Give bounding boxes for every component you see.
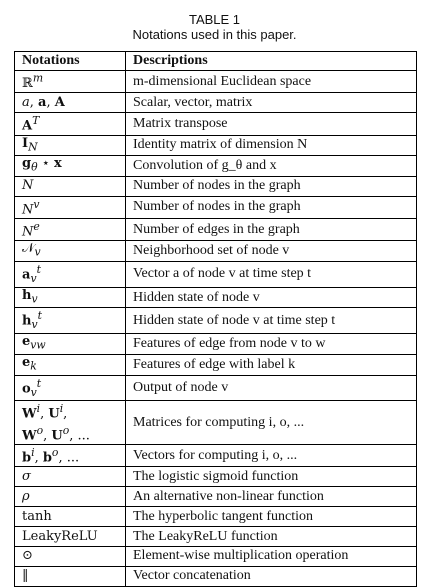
header-row bbox=[15, 52, 417, 71]
table-row bbox=[15, 354, 417, 375]
table-row bbox=[15, 113, 417, 135]
table-row bbox=[15, 135, 417, 156]
notation-cell: $b^i$, $b^o$, ... bbox=[15, 445, 126, 467]
notation-cell: $o_v^t$ bbox=[15, 375, 126, 401]
table-row bbox=[15, 241, 417, 262]
description-cell: Features of edge with label k bbox=[126, 354, 417, 375]
table-row bbox=[15, 218, 417, 240]
description-cell: The hyperbolic tangent function bbox=[126, 507, 417, 527]
notation-cell: $h_v$ bbox=[15, 287, 126, 308]
description-cell: The logistic sigmoid function bbox=[126, 467, 417, 487]
notation-cell: $h_v^t$ bbox=[15, 308, 126, 334]
description-cell: Neighborhood set of node v bbox=[126, 241, 417, 262]
description-cell: Convolution of g_θ and x bbox=[126, 156, 417, 177]
notation-cell: $a_v^t$ bbox=[15, 261, 126, 287]
description-cell: Number of nodes in the graph bbox=[126, 196, 417, 218]
table-row bbox=[15, 176, 417, 196]
table-row bbox=[15, 401, 417, 445]
table-row bbox=[15, 375, 417, 401]
description-cell: Vectors for computing i, o, ... bbox=[126, 445, 417, 467]
description-cell: Matrices for computing i, o, ... bbox=[126, 401, 417, 445]
table-row bbox=[15, 261, 417, 287]
notation-cell: $e_k$ bbox=[15, 354, 126, 375]
notation-cell: σ bbox=[15, 467, 126, 487]
table-row bbox=[15, 156, 417, 177]
table-row bbox=[15, 308, 417, 334]
description-cell: An alternative non-linear function bbox=[126, 487, 417, 507]
description-cell: Features of edge from node v to w bbox=[126, 334, 417, 355]
table-row bbox=[15, 566, 417, 586]
descriptions-header: Descriptions bbox=[126, 52, 417, 71]
notation-cell: $g_\theta$ ⋆ x bbox=[15, 156, 126, 177]
notation-cell: LeakyReLU bbox=[15, 527, 126, 547]
notation-cell: ρ bbox=[15, 487, 126, 507]
table-row bbox=[15, 527, 417, 547]
table-row bbox=[15, 93, 417, 113]
description-cell: Vector concatenation bbox=[126, 566, 417, 586]
description-cell: Number of nodes in the graph bbox=[126, 176, 417, 196]
table-caption: Notations used in this paper. bbox=[132, 27, 297, 42]
notation-cell: $I_N$ bbox=[15, 135, 126, 156]
table-row bbox=[15, 487, 417, 507]
notations-table bbox=[14, 51, 417, 587]
table-row bbox=[15, 467, 417, 487]
notation-cell: a, a, A bbox=[15, 93, 126, 113]
notation-symbol: ℝ$^m$ bbox=[22, 72, 44, 92]
description-cell: m-dimensional Euclidean space bbox=[126, 71, 417, 93]
table-row bbox=[15, 287, 417, 308]
description-cell: Hidden state of node v at time step t bbox=[126, 308, 417, 334]
table-row bbox=[15, 71, 417, 93]
notation-cell: 𝒩$_v$ bbox=[15, 241, 126, 262]
notation-cell: $N^v$ bbox=[15, 196, 126, 218]
notation-cell bbox=[15, 71, 126, 93]
notation-cell: ⊙ bbox=[15, 546, 126, 566]
description-cell: Vector a of node v at time step t bbox=[126, 261, 417, 287]
notation-cell: $N^e$ bbox=[15, 218, 126, 240]
notation-cell: tanh bbox=[15, 507, 126, 527]
description-cell: Output of node v bbox=[126, 375, 417, 401]
table-row bbox=[15, 334, 417, 355]
table-row bbox=[15, 196, 417, 218]
description-cell: Number of edges in the graph bbox=[126, 218, 417, 240]
notation-cell: ‖ bbox=[15, 566, 126, 586]
description-cell: Element-wise multiplication operation bbox=[126, 546, 417, 566]
notation-cell: N bbox=[15, 176, 126, 196]
table-row bbox=[15, 445, 417, 467]
table-row bbox=[15, 507, 417, 527]
description-cell: The LeakyReLU function bbox=[126, 527, 417, 547]
table-label: TABLE 1 bbox=[188, 12, 241, 27]
notation-cell: $A^T$ bbox=[15, 113, 126, 135]
description-cell: Identity matrix of dimension N bbox=[126, 135, 417, 156]
notations-header: Notations bbox=[15, 52, 126, 71]
notation-cell: $e_{vw}$ bbox=[15, 334, 126, 355]
table-row bbox=[15, 546, 417, 566]
description-cell: Hidden state of node v bbox=[126, 287, 417, 308]
notation-cell: $W^i$, $U^i$, $W^o$, $U^o$, ... bbox=[15, 401, 126, 445]
description-cell: Matrix transpose bbox=[126, 113, 417, 135]
description-cell: Scalar, vector, matrix bbox=[126, 93, 417, 113]
